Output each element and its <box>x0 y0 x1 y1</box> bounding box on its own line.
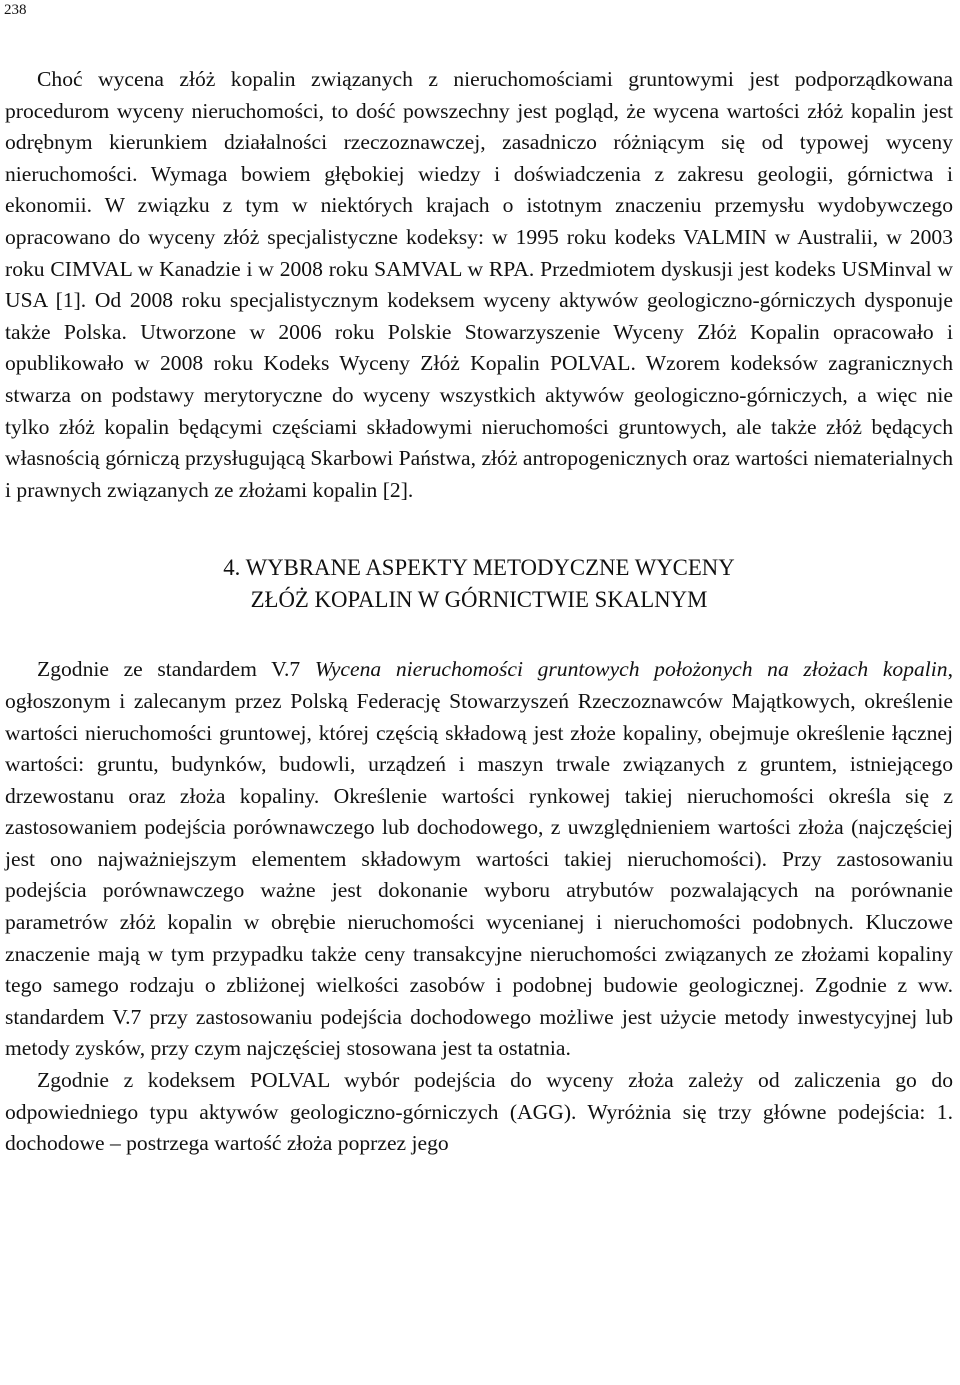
page-body <box>5 64 953 1160</box>
paragraph-polval: Zgodnie z kodeksem POLVAL wybór podejścia do wyceny złoża zależy od zaliczenia go do odpowiedniego typu aktywów geologiczno-górniczych (AGG). Wyróżnia się trzy główne podejścia: 1. dochodowe – postrzega wartość złoża poprzez jego <box>5 1068 953 1156</box>
section-heading-line-2: ZŁÓŻ KOPALIN W GÓRNICTWIE SKALNYM <box>250 587 708 613</box>
paragraph-standard-v7-start: Zgodnie ze standardem V.7 <box>37 657 315 682</box>
paragraph-standard-v7 <box>5 654 953 1065</box>
section-heading-line-1: 4. WYBRANE ASPEKTY METODYCZNE WYCENY <box>223 555 735 581</box>
paragraph-intro: Choć wycena złóż kopalin związanych z nieruchomościami gruntowymi jest podporządkowana procedurom wyceny nieruchomości, to dość powszechny jest pogląd, że wycena wartości złóż kopalin jest odrębnym kierunkiem działalności rzeczoznawczej, zasadniczo różniącym się od typowej wyceny nieruchomości. Wymaga bowiem głębokiej wiedzy i doświadczenia z zakresu geologii, górnictwa i ekonomii. W związku z tym w niektórych krajach o istotnym znaczeniu przemysłu wydobywczego opracowano do wyceny złóż specjalistyczne kodeksy: w 1995 roku kodeks VALMIN w Australii, w 2003 roku CIMVAL w Kanadzie i w 2008 roku SAMVAL w RPA. Przedmiotem dyskusji jest kodeks USMinval w USA [1]. Od 2008 roku specjalistycznym kodeksem wyceny aktywów geologiczno-górniczych dysponuje także Polska. Utworzone w 2006 roku Polskie Stowarzyszenie Wyceny Złóż Kopalin opracowało i opublikowało w 2008 roku Kodeks Wyceny Złóż Kopalin POLVAL. Wzorem kodeksów zagranicznych stwarza on podstawy merytoryczne do wyceny wszystkich aktywów geologiczno-górniczych, a więc nie tylko złóż kopalin będącymi częściami składowymi nieruchomości gruntowych, ale także złóż będących własnością górniczą przysługującą Skarbowi Państwa, złóż antropogenicznych oraz wartości niematerialnych i prawnych związanych ze złożami kopalin [2]. <box>5 67 953 502</box>
page-number: 238 <box>4 2 27 18</box>
paragraph-standard-v7-rest: , ogłoszonym i zalecanym przez Polską Federację Stowarzyszeń Rzeczoznawców Majątkowych, określenie wartości nieruchomości gruntowej, której częścią składową jest złoże kopaliny, obejmuje określenie łącznej wartości: gruntu, budynków, budowli, urządzeń i maszyn trwale związanych z gruntem, istniejącego drzewostanu oraz złoża kopaliny. Określenie wartości rynkowej takiej nieruchomości określa się z zastosowaniem podejścia porównawczego lub dochodowego, z uwzględnieniem wartości złoża (najczęściej jest ono najważniejszym elementem składowym wartości takiej nieruchomości). Przy zastosowaniu podejścia porównawczego ważne jest dokonanie wyboru atrybutów pozwalających na porównanie parametrów złóż kopalin w obrębie nieruchomości wycenianej i nieruchomości podobnych. Kluczowe znaczenie mają w tym przypadku także ceny transakcyjne nieruchomości związanych ze złożami kopaliny tego samego rodzaju o zbliżonej wielkości zasobów i podobnej budowie geologicznej. Zgodnie z ww. standardem V.7 przy zastosowaniu podejścia dochodowego możliwe jest użycie metody inwestycyjnej lub metody zysków, przy czym najczęściej stosowana jest ta ostatnia. <box>5 657 953 1061</box>
standard-title-italic: Wycena nieruchomości gruntowych położonych na złożach kopalin <box>314 657 948 682</box>
section-heading <box>5 552 953 616</box>
